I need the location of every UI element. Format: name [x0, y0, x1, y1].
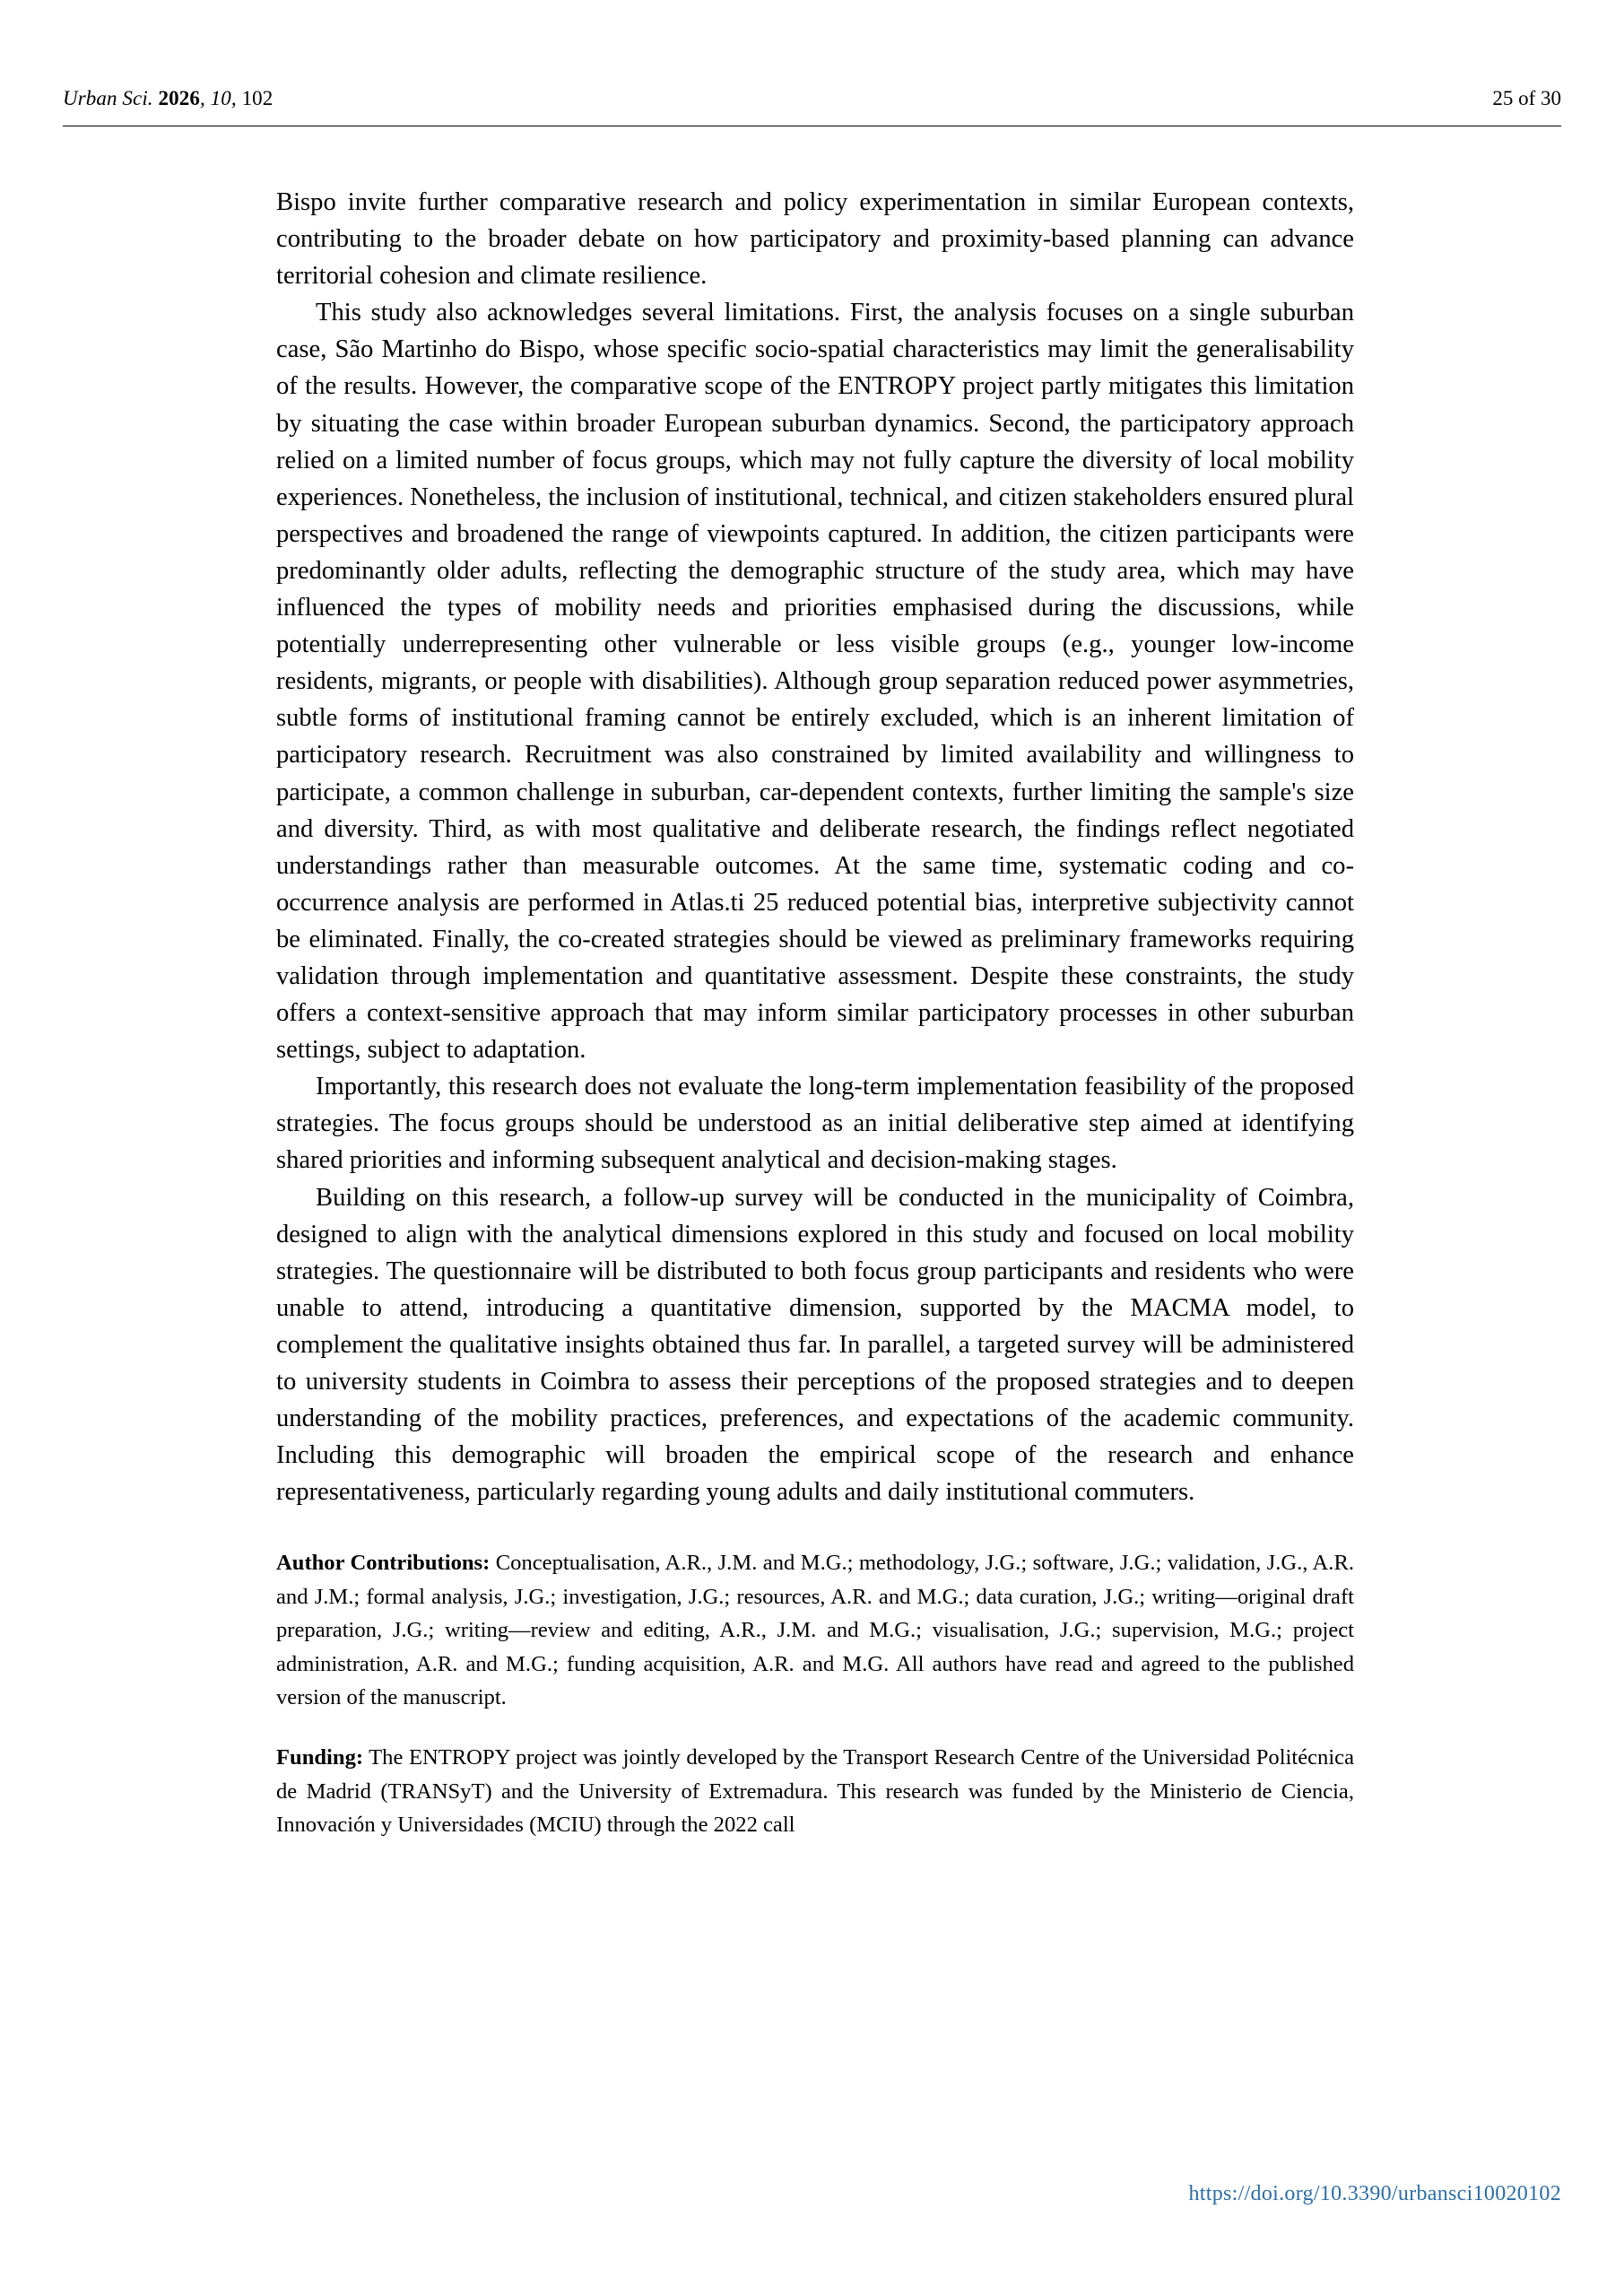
- paragraph-bispo-continuation: Bispo invite further comparative research and policy experimentation in similar European contexts, contributing to the broader debate on how participatory and proximity-based planning can advance territorial cohesion and climate resilience.: [276, 188, 1354, 291]
- paragraph-importantly: Importantly, this research does not evaluate the long-term implementation feasibility of the proposed strategies. The focus groups should be understood as an initial deliberative step aimed at identifying shared priorities and informing subsequent analytical and decision-making stages.: [276, 1073, 1354, 1175]
- page-indicator: 25 of 30: [1492, 87, 1561, 109]
- journal-name: Urban Sci.: [63, 87, 153, 109]
- funding-label: Funding:: [276, 1745, 364, 1770]
- journal-year: 2026: [158, 87, 200, 109]
- comma-after-year: ,: [199, 87, 205, 109]
- journal-volume: 10: [210, 87, 231, 109]
- footer: [63, 2182, 1561, 2206]
- funding-text: The ENTROPY project was jointly developed by the Transport Research Centre of the Universidad Politécnica de Madrid (TRANSyT) and the University of Extremadura. This research was funded by the Ministerio de Ciencia, Innovación y Universidades (MCIU) through the 2022 call: [276, 1745, 1354, 1838]
- doi-link[interactable]: https://doi.org/10.3390/urbansci10020102: [1188, 2182, 1561, 2205]
- paragraph-building-on: Building on this research, a follow-up survey will be conducted in the municipality of Coimbra, designed to align with the analytical dimensions explored in this study and focused on local mobility strategies. The questionnaire will be distributed to both focus group participants and residents who were unable to attend, introducing a quantitative dimension, supported by the MACMA model, to complement the qualitative insights obtained thus far. In parallel, a targeted survey will be administered to university students in Coimbra to assess their perceptions of the proposed strategies and to deepen understanding of the mobility practices, preferences, and expectations of the academic community. Including this demographic will broaden the empirical scope of the research and enhance representativeness, particularly regarding young adults and daily institutional commuters.: [276, 1183, 1354, 1507]
- journal-citation: [63, 86, 273, 111]
- paragraph-limitations: This study also acknowledges several limitations. First, the analysis focuses on a single suburban case, São Martinho do Bispo, whose specific socio-spatial characteristics may limit the generalisability of the results. However, the comparative scope of the ENTROPY project partly mitigates this limitation by situating the case within broader European suburban dynamics. Second, the participatory approach relied on a limited number of focus groups, which may not fully capture the diversity of local mobility experiences. Nonetheless, the inclusion of institutional, technical, and citizen stakeholders ensured plural perspectives and broadened the range of viewpoints captured. In addition, the citizen participants were predominantly older adults, reflecting the demographic structure of the study area, which may have influenced the types of mobility needs and priorities emphasised during the discussions, while potentially underrepresenting other vulnerable or less visible groups (e.g., younger low-income residents, migrants, or people with disabilities). Although group separation reduced power asymmetries, subtle forms of institutional framing cannot be entirely excluded, which is an inherent limitation of participatory research. Recruitment was also constrained by limited availability and willingness to participate, a common challenge in suburban, car-dependent contexts, further limiting the sample's size and diversity. Third, as with most qualitative and deliberate research, the findings reflect negotiated understandings rather than measurable outcomes. At the same time, systematic coding and co-occurrence analysis are performed in Atlas.ti 25 reduced potential bias, interpretive subjectivity cannot be eliminated. Finally, the co-created strategies should be viewed as preliminary frameworks requiring validation through implementation and quantitative assessment. Despite these constraints, the study offers a context-sensitive approach that may inform similar participatory processes in other suburban settings, subject to adaptation.: [276, 299, 1354, 1065]
- author-contributions-block: [276, 1546, 1354, 1714]
- author-contributions-label: Author Contributions:: [276, 1551, 491, 1576]
- backmatter-section: [276, 1546, 1354, 1841]
- running-head: [63, 86, 1561, 111]
- main-text-column: [276, 184, 1354, 1842]
- funding-block: [276, 1741, 1354, 1841]
- author-contributions-text: Conceptualisation, A.R., J.M. and M.G.; methodology, J.G.; software, J.G.; validation, J.G., A.R. and J.M.; formal analysis, J.G.; investigation, J.G.; resources, A.R. and M.G.; data curation, J.G.; writing—original draft preparation, J.G.; writing—review and editing, A.R., J.M. and M.G.; visualisation, J.G.; supervision, M.G.; project administration, A.R. and M.G.; funding acquisition, A.R. and M.G. All authors have read and agreed to the published version of the manuscript.: [276, 1551, 1354, 1709]
- comma-after-volume: ,: [230, 87, 237, 109]
- journal-article-number: 102: [241, 87, 274, 109]
